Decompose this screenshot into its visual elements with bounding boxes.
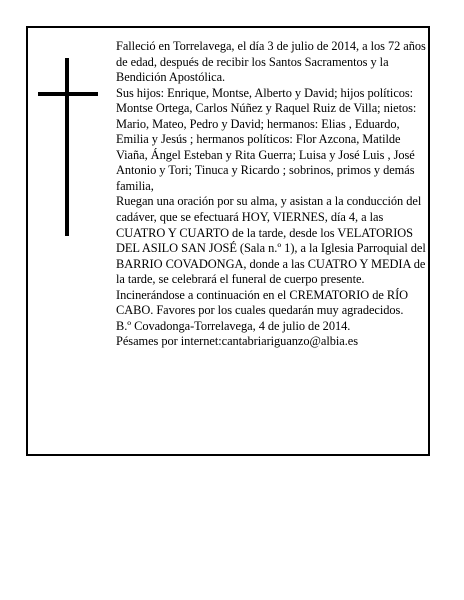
- cremation-info: Incinerándose a continuación en el CREMATORIO de RÍO CABO. Favores por los cuales quedarán muy agradecidos.: [116, 287, 409, 318]
- place-date: B.º Covadonga-Torrelavega, 4 de julio de 2014.: [116, 318, 351, 333]
- condolences-contact: Pésames por internet:cantabriariguanzo@albia.es: [116, 334, 358, 349]
- cross-vertical-bar: [65, 58, 69, 236]
- cross-horizontal-bar: [38, 92, 98, 96]
- cross-icon: [38, 58, 98, 236]
- funeral-details: Ruegan una oración por su alma, y asistan a la conducción del cadáver, que se efectuará HOY, VIERNES, día 4, a las CUATRO Y CUARTO de la tarde, desde los VELATORIOS DEL ASILO SAN JOSÉ (Sala n.º 1), a la Iglesia Parroquial del BARRIO COVADONGA, donde a las CUATRO Y MEDIA de la tarde, se celebrará el funeral de cuerpo presente.: [116, 194, 426, 287]
- death-announcement: Falleció en Torrelavega, el día 3 de julio de 2014, a los 72 años de edad, después de recibir los Santos Sacramentos y la Bendición Apostólica.: [116, 39, 426, 85]
- notice-text: [116, 39, 428, 350]
- family-list: Sus hijos: Enrique, Montse, Alberto y David; hijos políticos: Montse Ortega, Carlos Núñez y Raquel Ruiz de Villa; nietos: Mario, Mateo, Pedro y David; hermanos: Elias , Eduardo, Emilia y Jesús ; hermanos políticos: Flor Azcona, Matilde Viaña, Ángel Esteban y Rita Guerra; Luisa y José Luis , José Antonio y Tori; Tinuca y Ricardo ; sobrinos, primos y demás familia,: [116, 85, 417, 193]
- obituary-notice: [26, 26, 430, 456]
